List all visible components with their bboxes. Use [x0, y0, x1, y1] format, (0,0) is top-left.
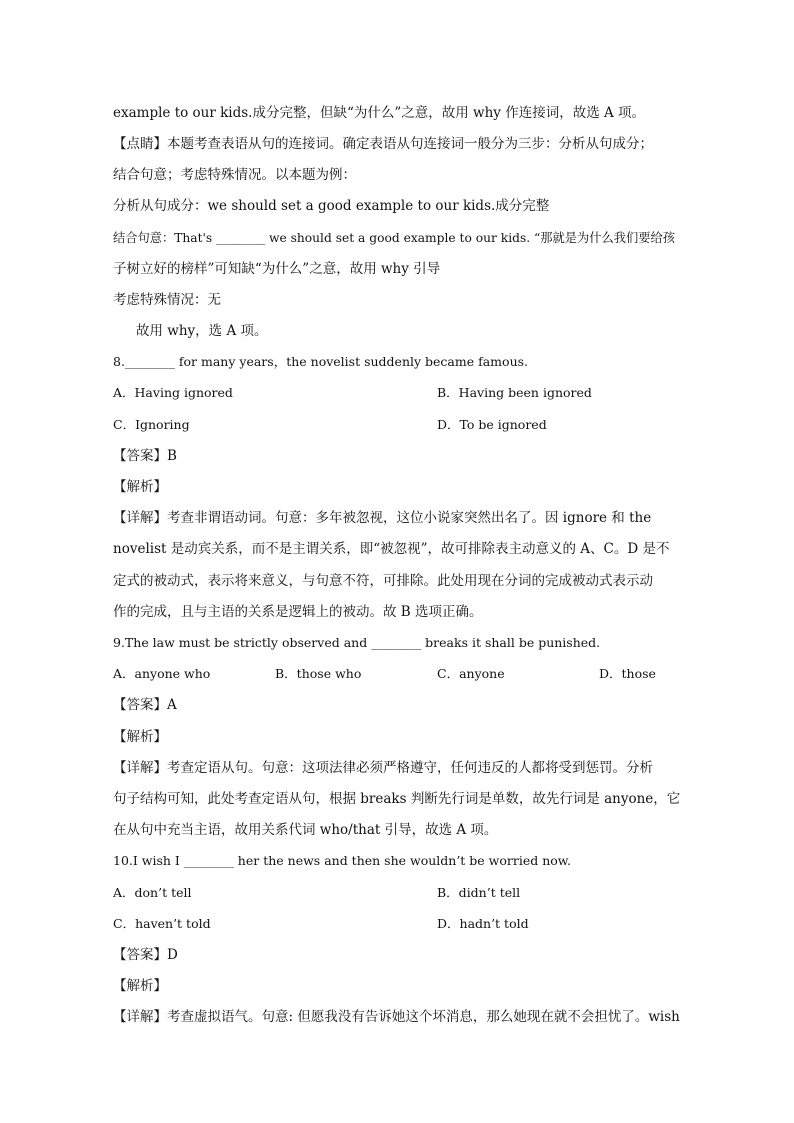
explanation-line: 【详解】考查定语从句。句意：这项法律必须严格遵守，任何违反的人都将受到惩罚。分析 [113, 760, 653, 776]
q10-option-a: A．don’t tell [113, 885, 192, 900]
text-line: 故用 why，选 A 项。 [136, 323, 268, 339]
explanation-line: 在从句中充当主语，故用关系代词 who/that 引导，故选 A 项。 [113, 822, 498, 838]
q8-option-d: D．To be ignored [437, 417, 547, 432]
text-line: 考虑特殊情况：无 [113, 292, 221, 308]
text-line: 结合句意；考虑特殊情况。以本题为例： [113, 167, 356, 183]
text-line: 结合句意：That's ________ we should set a good example to our kids. “那就是为什么我们要给孩 [113, 231, 676, 245]
answer-label: 【答案】A [113, 697, 177, 713]
answer-label: 【答案】B [113, 448, 177, 464]
q8-option-c: C．Ignoring [113, 417, 190, 432]
question-10: 10.I wish I ________ her the news and then she wouldn’t be worried now. [113, 853, 571, 868]
explanation-line: 定式的被动式，表示将来意义，与句意不符，可排除。此处用现在分词的完成被动式表示动 [113, 573, 653, 589]
tip-heading-line: 【点睛】本题考查表语从句的连接词。确定表语从句连接词一般分为三步：分析从句成分； [113, 136, 653, 152]
explanation-line: 【详解】考查虚拟语气。句意: 但愿我没有告诉她这个坏消息，那么她现在就不会担忧了。wish [113, 1009, 680, 1025]
text-line: 子树立好的榜样”可知缺“为什么”之意，故用 why 引导 [113, 261, 441, 277]
q10-option-d: D．hadn’t told [437, 916, 529, 931]
q9-option-d: D．those [599, 666, 656, 681]
question-9: 9.The law must be strictly observed and ________ breaks it shall be punished. [113, 635, 601, 650]
analysis-label: 【解析】 [113, 479, 167, 495]
q10-option-c: C．haven’t told [113, 916, 211, 931]
q8-option-b: B．Having been ignored [437, 385, 592, 400]
analysis-label: 【解析】 [113, 978, 167, 994]
text-line: 分析从句成分：we should set a good example to our kids.成分完整 [113, 198, 550, 214]
explanation-line: 句子结构可知，此处考查定语从句，根据 breaks 判断先行词是单数，故先行词是 anyone，它 [113, 791, 681, 807]
analysis-label: 【解析】 [113, 729, 167, 745]
explanation-line: novelist 是动宾关系，而不是主谓关系，即“被忽视”，故可排除表主动意义的 A、C。D 是不 [113, 541, 670, 557]
question-8: 8.________ for many years，the novelist suddenly became famous. [113, 354, 529, 369]
text-line: example to our kids.成分完整，但缺“为什么”之意，故用 why 作连接词，故选 A 项。 [113, 105, 646, 121]
q10-option-b: B．didn’t tell [437, 885, 521, 900]
explanation-line: 【详解】考查非谓语动词。句意：多年被忽视，这位小说家突然出名了。因 ignore 和 the [113, 510, 652, 526]
q9-option-a: A．anyone who [113, 666, 211, 681]
answer-label: 【答案】D [113, 947, 178, 963]
q9-option-c: C．anyone [437, 666, 505, 681]
explanation-line: 作的完成，且与主语的关系是逻辑上的被动。故 B 选项正确。 [113, 604, 483, 620]
q9-option-b: B．those who [275, 666, 362, 681]
q8-option-a: A．Having ignored [113, 385, 233, 400]
